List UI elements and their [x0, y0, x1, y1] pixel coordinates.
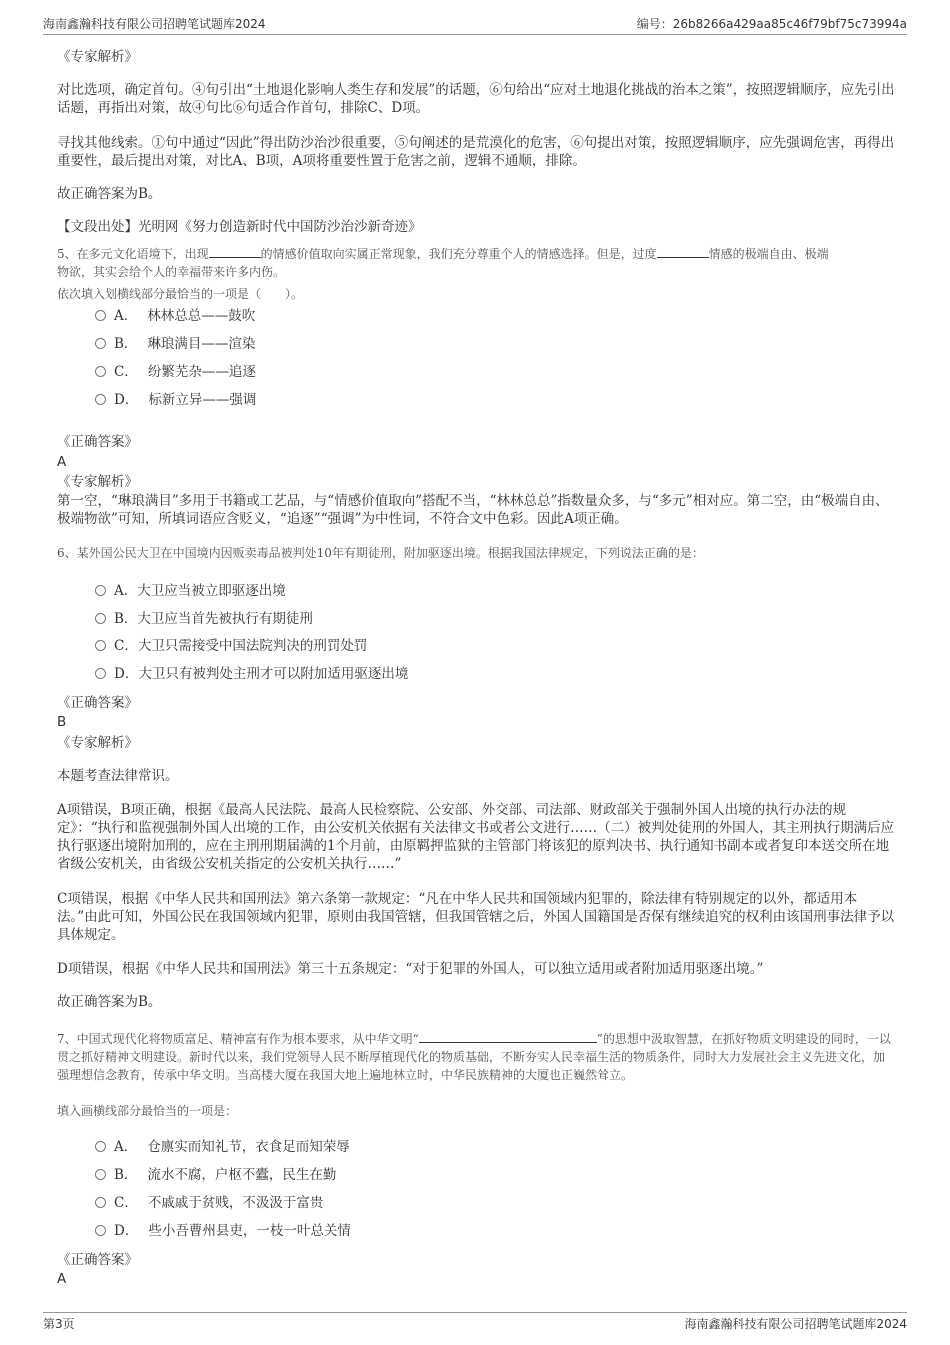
question-6-text: 6、某外国公民大卫在中国境内因贩卖毒品被判处10年有期徒刑，附加驱逐出境。根据我国法律规定，下列说法正确的是：: [57, 546, 704, 560]
answer-blank: [419, 1030, 597, 1043]
question-5-option-d[interactable]: D． 标新立异——强调: [95, 390, 256, 410]
question-7-option-d[interactable]: D． 些小吾曹州县吏，一枝一叶总关情: [95, 1221, 351, 1241]
question-6-option-d[interactable]: D．大卫只有被判处主刑才可以附加适用驱逐出境: [95, 664, 408, 684]
correct-answer-value: A: [57, 1271, 67, 1287]
answer-blank: [209, 245, 261, 258]
question-7-option-c[interactable]: C． 不戚戚于贫贱，不汲汲于富贵: [95, 1193, 323, 1213]
footer-title: 海南鑫瀚科技有限公司招聘笔试题库2024: [684, 1317, 907, 1331]
radio-icon[interactable]: [95, 1197, 106, 1208]
analysis-conclusion: 故正确答案为B。: [57, 994, 162, 1010]
radio-icon[interactable]: [95, 1169, 106, 1180]
correct-answer-value: B: [57, 714, 67, 730]
radio-icon[interactable]: [95, 338, 106, 349]
expert-analysis-label: 《专家解析》: [57, 735, 138, 751]
radio-icon[interactable]: [95, 1141, 106, 1152]
expert-analysis-label: 《专家解析》: [57, 474, 138, 490]
radio-icon[interactable]: [95, 585, 106, 596]
answer-blank: [657, 245, 709, 258]
question-5-text: 5、在多元文化语境下，出现 的情感价值取向实属正常现象，我们充分尊重个人的情感选择。但是，过度 情感的极端自由、极端 物欲，其实会给个人的幸福带来许多内伤。: [57, 247, 829, 279]
page-number: 第3页: [43, 1317, 75, 1331]
analysis-paragraph: C项错误，根据《中华人民共和国刑法》第六条第一款规定：“凡在中华人民共和国领域内犯罪的，除法律有特别规定的以外，都适用本法。”由此可知，外国公民在我国领域内犯罪，原则由我国管辖，但我国管辖之后，外国人国籍国是否保有继续追究的权利由该国刑事法律予以具体规定。: [57, 891, 895, 943]
question-7-option-b[interactable]: B． 流水不腐，户枢不蠹，民生在勤: [95, 1165, 336, 1185]
passage-source: 【文段出处】光明网《努力创造新时代中国防沙治沙新奇迹》: [57, 219, 422, 235]
correct-answer-label: 《正确答案》: [57, 695, 138, 711]
radio-icon[interactable]: [95, 640, 106, 651]
question-6-option-b[interactable]: B．大卫应当首先被执行有期徒刑: [95, 609, 313, 629]
correct-answer-label: 《正确答案》: [57, 434, 138, 450]
page-header: [43, 14, 907, 35]
header-doc-id: 编号：26b8266a429aa85c46f79bf75c73994a: [636, 17, 907, 31]
radio-icon[interactable]: [95, 668, 106, 679]
radio-icon[interactable]: [95, 1225, 106, 1236]
correct-answer-value: A: [57, 454, 67, 470]
question-6-option-a[interactable]: A．大卫应当被立即驱逐出境: [95, 581, 286, 601]
correct-answer-label: 《正确答案》: [57, 1252, 138, 1268]
question-5-prompt: 依次填入划横线部分最恰当的一项是（ ）。: [57, 287, 304, 301]
analysis-paragraph: 本题考查法律常识。: [57, 768, 179, 784]
expert-analysis-label: 《专家解析》: [57, 49, 138, 65]
question-6-option-c[interactable]: C．大卫只需接受中国法院判决的刑罚处罚: [95, 636, 367, 656]
analysis-paragraph: 寻找其他线索。①句中通过“因此”得出防沙治沙很重要，⑤句阐述的是荒漠化的危害，⑥句提出对策，按照逻辑顺序，应先强调危害，再得出重要性，最后提出对策，对比A、B项，A项将重要性置于危害之前，逻辑不通顺，排除。: [57, 135, 895, 169]
page-footer: [43, 1312, 907, 1333]
question-7-text: 7、中国式现代化将物质富足、精神富有作为根本要求，从中华文明“ ”的思想中汲取智慧，在抓好物质文明建设的同时，一以贯之抓好精神文明建设。新时代以来，我们党领导人民不断厚植现代化的物质基础，不断夯实人民幸福生活的物质条件，同时大力发展社会主义先进文化，加强理想信念教育，传承中华文明。当高楼大厦在我国大地上遍地林立时，中华民族精神的大厦也正巍然耸立。: [57, 1032, 891, 1082]
analysis-paragraph: D项错误，根据《中华人民共和国刑法》第三十五条规定：“对于犯罪的外国人，可以独立适用或者附加适用驱逐出境。”: [57, 961, 764, 977]
question-5-option-b[interactable]: B． 琳琅满目——渲染: [95, 334, 255, 354]
question-7-option-a[interactable]: A． 仓廪实而知礼节，衣食足而知荣辱: [95, 1137, 350, 1157]
question-7-prompt: 填入画横线部分最恰当的一项是：: [57, 1104, 238, 1118]
analysis-paragraph: 对比选项，确定首句。④句引出“土地退化影响人类生存和发展”的话题，⑥句给出“应对土地退化挑战的治本之策”，按照逻辑顺序，应先引出话题，再指出对策，故④句比⑥句适合作首句，排除C、D项。: [57, 82, 895, 116]
radio-icon[interactable]: [95, 366, 106, 377]
question-5-option-a[interactable]: A． 林林总总——鼓吹: [95, 306, 255, 326]
header-title: 海南鑫瀚科技有限公司招聘笔试题库2024: [43, 17, 266, 31]
question-5-option-c[interactable]: C． 纷繁芜杂——追逐: [95, 362, 256, 382]
analysis-conclusion: 故正确答案为B。: [57, 186, 162, 202]
radio-icon[interactable]: [95, 613, 106, 624]
radio-icon[interactable]: [95, 310, 106, 321]
radio-icon[interactable]: [95, 394, 106, 405]
analysis-paragraph: A项错误，B项正确，根据《最高人民法院、最高人民检察院、公安部、外交部、司法部、财政部关于强制外国人出境的执行办法的规定》：“执行和监视强制外国人出境的工作，由公安机关依据有关法律文书或者公文进行……（二）被判处徒刑的外国人，其主刑执行期满后应执行驱逐出境附加刑的，应在主刑刑期届满的1个月前，由原羁押监狱的主管部门将该犯的原判决书、执行通知书副本或者复印本送交所在地省级公安机关，由省级公安机关指定的公安机关执行……”: [57, 802, 895, 872]
analysis-paragraph: 第一空，“琳琅满目”多用于书籍或工艺品，与“情感价值取向”搭配不当，“林林总总”指数量众多，与“多元”相对应。第二空，由“极端自由、极端物欲”可知，所填词语应含贬义，“追逐”“强调”为中性词，不符合文中色彩。因此A项正确。: [57, 493, 889, 527]
